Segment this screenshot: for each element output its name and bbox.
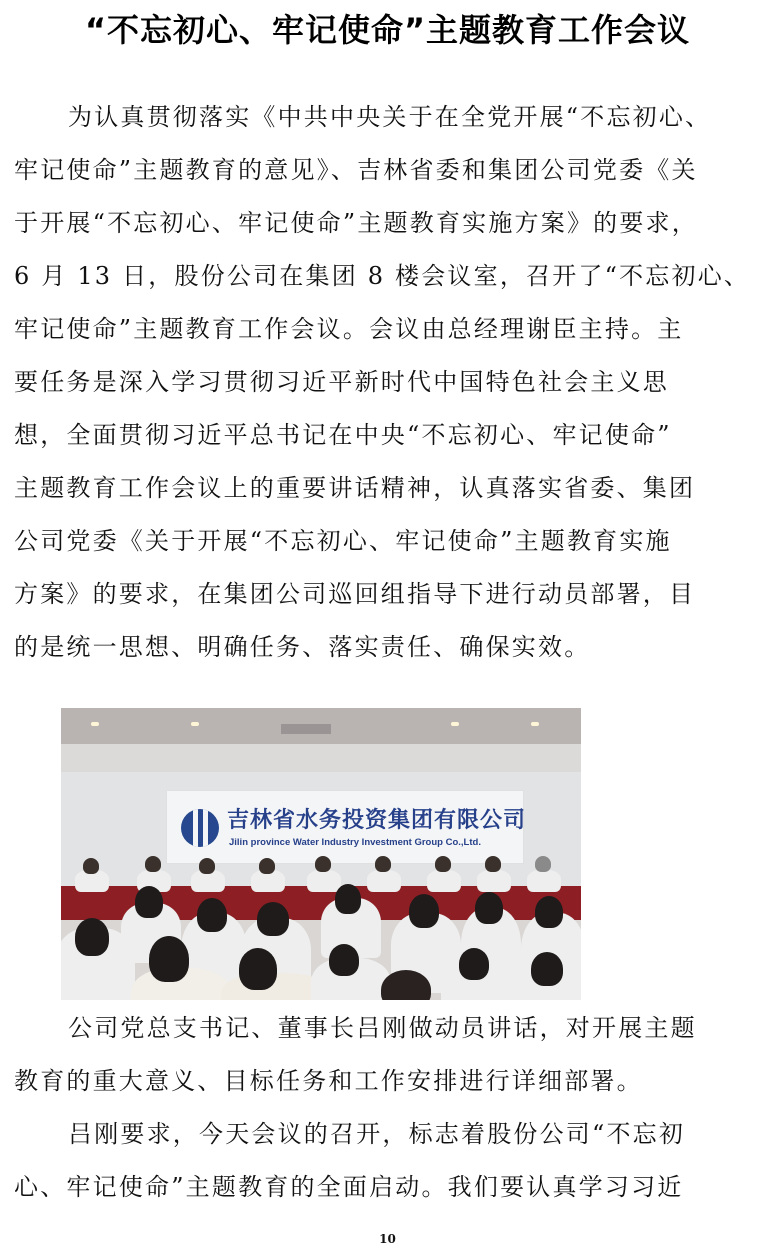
company-logo-icon: [181, 809, 219, 847]
paragraph-line: 主题教育工作会议上的重要讲话精神，认真落实省委、集团: [14, 474, 696, 502]
paragraph-line: 公司党委《关于开展“不忘初心、牢记使命”主题教育实施: [14, 527, 672, 555]
person-head: [409, 894, 439, 928]
paragraph-line: 吕刚要求，今天会议的召开，标志着股份公司“不忘初: [68, 1120, 686, 1148]
paragraph-line: 心、牢记使命”主题教育的全面启动。我们要认真学习习近: [14, 1173, 684, 1201]
person-head: [435, 856, 451, 872]
document-title: “不忘初心、牢记使命”主题教育工作会议: [84, 11, 691, 49]
paragraph-line: 公司党总支书记、董事长吕刚做动员讲话，对开展主题: [68, 1014, 697, 1042]
person-shirt: [307, 870, 341, 892]
person-shirt: [477, 870, 511, 892]
person-head: [315, 856, 331, 872]
person-shirt: [527, 870, 561, 892]
photo-ceiling-beam: [61, 744, 581, 773]
ceiling-light-icon: [91, 722, 99, 726]
person-head: [535, 896, 563, 928]
person-head: [135, 886, 163, 918]
person-head: [239, 948, 277, 990]
paragraph-2: [14, 1002, 724, 1108]
person-head: [531, 952, 563, 986]
person-head: [197, 898, 227, 932]
person-head: [83, 858, 99, 874]
paragraph-3: [14, 1108, 724, 1214]
paragraph-line: 教育的重大意义、目标任务和工作安排进行详细部署。: [14, 1067, 643, 1095]
paragraph-line: 方案》的要求，在集团公司巡回组指导下进行动员部署，目: [14, 580, 696, 608]
photo-ceiling: [61, 708, 581, 744]
person-head: [375, 856, 391, 872]
person-shirt: [367, 870, 401, 892]
person-head: [149, 936, 189, 982]
paragraph-1: [14, 91, 751, 674]
person-head: [475, 892, 503, 924]
paragraph-line: 牢记使命”主题教育工作会议。会议由总经理谢臣主持。主: [14, 315, 684, 343]
banner-english-name: Jilin province Water Industry Investment Group Co.,Ltd.: [229, 837, 481, 848]
audience: [61, 858, 581, 1000]
person-head: [259, 858, 275, 874]
paragraph-line: 牢记使命”主题教育的意见》、吉林省委和集团公司党委《关: [14, 156, 698, 184]
ceiling-vent: [281, 724, 331, 734]
company-banner: [166, 790, 527, 864]
meeting-photo: [61, 708, 581, 1000]
ceiling-light-icon: [531, 722, 539, 726]
person-shirt: [427, 870, 461, 892]
person-head: [75, 918, 109, 956]
person-head: [145, 856, 161, 872]
paragraph-line: 6 月 13 日，股份公司在集团 8 楼会议室，召开了“不忘初心、: [14, 262, 751, 290]
person-head: [459, 948, 489, 980]
person-head: [535, 856, 551, 872]
paragraph-line: 于开展“不忘初心、牢记使命”主题教育实施方案》的要求，: [14, 209, 698, 237]
ceiling-light-icon: [191, 722, 199, 726]
paragraph-line: 要任务是深入学习贯彻习近平新时代中国特色社会主义思: [14, 368, 669, 396]
paragraph-line: 的是统一思想、明确任务、落实责任、确保实效。: [14, 633, 591, 661]
page-number: 10: [379, 1232, 396, 1246]
person-head: [335, 884, 361, 914]
paragraph-line: 想，全面贯彻习近平总书记在中央“不忘初心、牢记使命”: [14, 421, 672, 449]
person-head: [485, 856, 501, 872]
paragraph-line: 为认真贯彻落实《中共中央关于在全党开展“不忘初心、: [68, 103, 712, 131]
person-head: [329, 944, 359, 976]
person-head: [257, 902, 289, 936]
ceiling-light-icon: [451, 722, 459, 726]
banner-chinese-name: 吉林省水务投资集团有限公司: [227, 808, 527, 833]
person-head: [199, 858, 215, 874]
